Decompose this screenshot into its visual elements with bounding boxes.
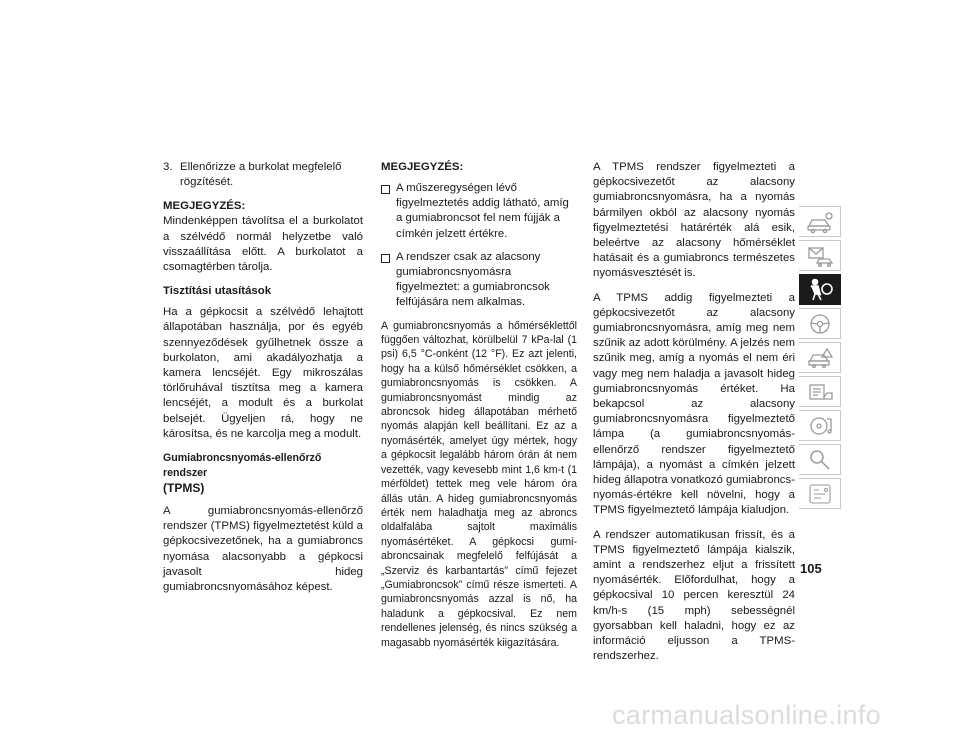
paragraph-2: A TPMS addig figyelmezteti a gépkocsivezetőt az alacsony gumiabroncsnyomásra, amíg meg nem szűnik az adott körülmény. A jelzés nem szűnik meg, amíg a nyomás el nem éri vagy meg nem haladja a javasolt hideg gumiabroncsnyomás értéket. Ha bekapcsol az alacsony gumiabroncsnyomásra figyelmeztető lámpa (a gumiabroncsnyomás-ellenőrző rendszer figyelmeztető lámpája), a nyomást a címkén jelzett hideg állapotra vonatkozó gumiabroncsnyomás-értékre kell növelni, hogy a TPMS figyelmeztető lámpája kialudjon. (593, 291, 795, 517)
car-info-icon (805, 209, 835, 235)
column-left (163, 160, 363, 604)
bullet-text: A rendszer csak az alacsony gumiabroncsnyomásra figyelmeztet: a gumiabroncsok felfújására nem alkalmas. (396, 250, 550, 309)
list-item-3 (163, 160, 363, 190)
tab-car-mail[interactable] (799, 240, 841, 271)
watermark-text: carmanualsonline.info (612, 700, 881, 730)
list-item-number: 3. (163, 161, 173, 173)
note-text: Mindenképpen távolítsa el a burkolatot a szélvédő normál helyzetbe való visszaállítása előtt. A burkolatot a csomagtérben tárolja. (163, 215, 363, 274)
tab-multimedia[interactable] (799, 410, 841, 441)
page-number: 105 (800, 561, 822, 576)
checkbox-bullet-icon (381, 185, 390, 194)
bullet-item-1 (381, 181, 577, 242)
pressure-body-text: A gumiabroncsnyomás a hőmérséklettől függően változhat, körülbelül 7 kPa-lal (1 psi) 6,5 °C-onként (12 °F). Ez azt jelenti, hogy ha a külső hőmérséklet csökken, a gumiabroncsnyomás is csökken. A gumiabroncsnyomást mindig az abroncsok hideg állapotában mérhető nyomás alapján kell beállítani. Ez az a nyomásérték, amelyet úgy mértek, hogy a gépkocsit legalább három órán át nem vezették, vagy kevesebb mint 1,6 km-t (1 mérföldet) tettek meg vele három óra állás után. A hideg gumiabroncsnyomás érték nem haladhatja meg az abroncs oldalfalába sajtolt maximális nyomásértéket. A gépkocsi gumiabroncsainak megfelelő felfújását a „Szerviz és karbantartás” című fejezet „Gumiabroncsok” című része ismerteti. A gumiabroncsnyomás azzal is nő, ha haladunk a gépkocsival. Ez nem rendellenes jelenség, és nincs szükség a magasabb nyomásérték kiigazítására. (381, 319, 577, 649)
paragraph-1: A TPMS rendszer figyelmezteti a gépkocsivezetőt az alacsony gumiabroncsnyomásra, ha a nyomás bármilyen okból az alacsony nyomás figyelmeztetési határérték alá esik, beleértve az alacsony hőmérséklet hatásait és a gumiabroncs természetes nyomásvesztését is. (593, 161, 795, 280)
tab-index[interactable] (799, 478, 841, 509)
checkbox-bullet-icon (381, 254, 390, 263)
car-warning-icon (805, 345, 835, 371)
car-mail-icon (805, 243, 835, 269)
column-right (593, 160, 795, 674)
steering-wheel-icon (805, 311, 835, 337)
column-middle (381, 160, 577, 658)
cleaning-heading: Tisztítási utasítások (163, 285, 272, 298)
tab-search[interactable] (799, 444, 841, 475)
paragraph-3: A rendszer automatikusan frissít, és a TPMS figyelmeztető lámpája kialszik, amint a rendszerhez eljut a frissített nyomásérték. Előfordulhat, hogy a gépkocsival 10 percen keresztül 24 km/h-s (15 mph) sebességnél gyorsabban kell haladni, hogy ez az információ eljusson a TPMS-rendszerhez. (593, 528, 795, 663)
tab-driving[interactable] (799, 308, 841, 339)
section-heading-line2: (TPMS) (163, 481, 205, 496)
car-service-icon (805, 379, 835, 405)
language-index-icon (805, 481, 835, 507)
bullet-text: A műszeregységen lévő figyelmeztetés addig látható, amíg a gumiabroncsot fel nem fújják a címkén jelzett értékre. (396, 182, 569, 240)
section-heading-line1: Gumiabroncsnyomás-ellenőrző rendszer (163, 452, 322, 480)
media-cd-icon (805, 413, 835, 439)
tab-car-info[interactable] (799, 206, 841, 237)
magnifier-search-icon (805, 447, 835, 473)
note-heading: MEGJEGYZÉS: (163, 200, 246, 213)
section-heading-tpms (163, 451, 363, 496)
seatbelt-airbag-icon (805, 277, 835, 303)
tab-service[interactable] (799, 376, 841, 407)
chapter-tab-strip (799, 206, 841, 512)
list-item-text: Ellenőrizze a burkolat megfelelő rögzítését. (180, 161, 342, 189)
note-heading-2: MEGJEGYZÉS: (381, 161, 464, 173)
tab-safety[interactable] (799, 274, 841, 305)
tpms-intro-text: A gumiabroncsnyomás-ellenőrző rendszer (TPMS) figyelmeztetést küld a gépkocsivezetőnek, ha a gumiabroncs nyomása alacsonyabb a gépkocsi javasolt hideg gumiabroncsnyomásához képest. (163, 505, 363, 594)
tab-emergency[interactable] (799, 342, 841, 373)
cleaning-text: Ha a gépkocsit a szélvédő lehajtott állapotában használja, por és egyéb szennyeződések gyűlhetnek össze a burkolaton, ami akadályozhatja a kamera lencséjét. Egy mikroszálas törlőruhával tisztítsa meg a kamera lencséjét, a modult és a burkolat belsejét. Ügyeljen rá, hogy ne károsítsa, és ne karcolja meg a modult. (163, 306, 363, 440)
bullet-item-2 (381, 250, 577, 311)
